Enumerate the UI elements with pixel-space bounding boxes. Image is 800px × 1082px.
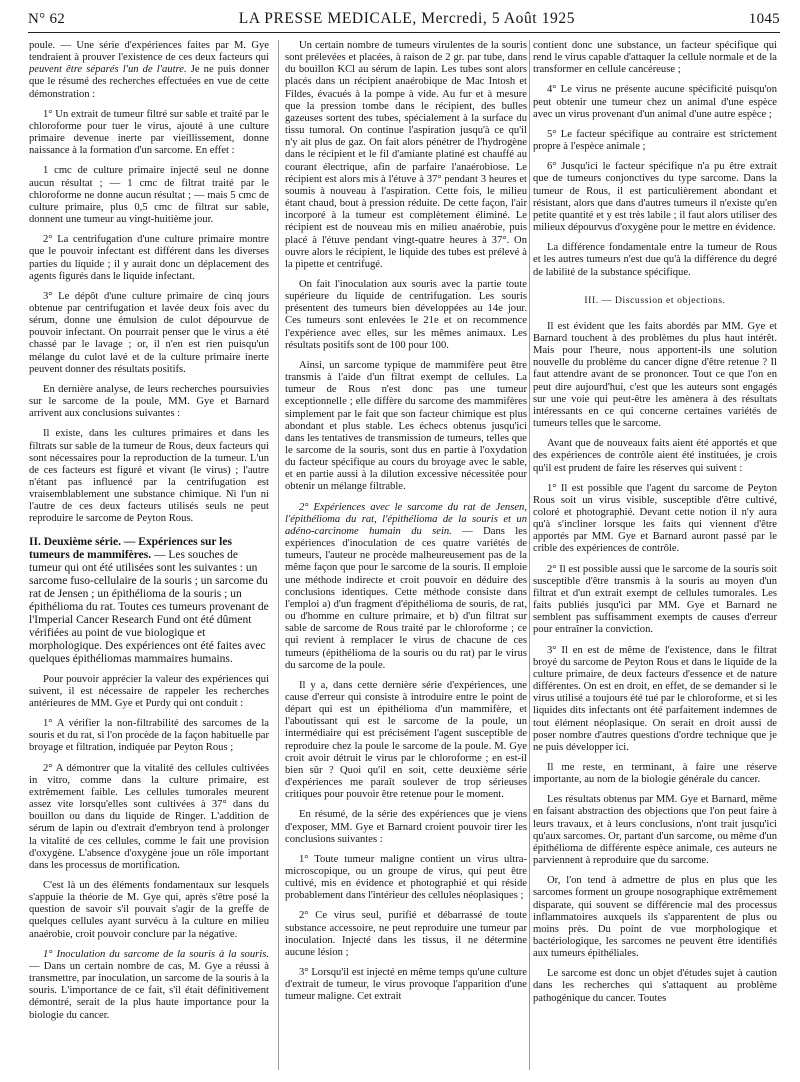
paragraph: Il y a, dans cette dernière série d'expériences, une cause d'erreur qui consiste à introduire entre le point de départ qui est un épithélioma d'un mammifère, et l'aboutissant qui est le sarcome de la poule, un intermédiaire qui est précisément l'agent susceptible de reproduire chez la poule le sarcome de la poule. M. Gye croit avoir détruit le virus par le chloroforme ; en est-il bien sûr ? Quoi qu'il en soit, cette deuxième série d'expériences me paraît soulever de trop sérieuses critiques pour pouvoir être retenue pour le moment.: [285, 679, 527, 801]
paragraph: 3° Il en est de même de l'existence, dans le filtrat broyé du sarcome de Peyton Rous et dans le liquide de la culture primaire, de deux facteurs d'essence et de nature différentes. On est en droit, en effet, de se demander si le virus utilisé a toujours été tué par le chloroforme, et si les liquides dits infectants ont été parfaitement indemnes de tout élément néoplasique. On serait en droit aussi de poser nombre d'autres questions d'ordre technique que je ne puis développer ici.: [533, 644, 777, 753]
paragraph: En résumé, de la série des expériences que je viens d'exposer, MM. Gye et Barnard croient pouvoir tirer les conclusions suivantes :: [285, 809, 527, 845]
paragraph: 1° Inoculation du sarcome de la souris à la souris. — Dans un certain nombre de cas, M. Gye a réussi à transmettre, par inoculation, un sarcome de la souris à la souris. L'importance de ce fait, s'il était définitivement démontré, serait de la plus haute importance pour la biologie du cancer.: [29, 948, 269, 1021]
paragraph: Avant que de nouveaux faits aient été apportés et que des expériences de contrôle aient été instituées, je crois qu'il est prudent de faire les réserves qui suivent :: [533, 438, 777, 474]
column-rule: [278, 40, 279, 1070]
paragraph: 2° Il est possible aussi que le sarcome de la souris soit susceptible d'être transmis à la souris au moyen d'un filtrat et d'un extrait exempt de cellules tumorales. Les faits publiés jusqu'ici par MM. Gye et Barnard ne semblent pas suffisamment exempts de causes d'erreur pour entraîner la conviction.: [533, 563, 777, 636]
issue-number: N° 62: [28, 10, 66, 27]
column-3: [533, 40, 777, 1070]
journal-title: LA PRESSE MEDICALE, Mercredi, 5 Août 1925: [238, 10, 576, 27]
paragraph: 2° Expériences avec le sarcome du rat de Jensen, l'épithélioma du rat, l'épithélioma de la souris et un adéno-carcinome humain du sein. — Dans les expériences d'inoculation de ces quatre variétés de tumeurs, l'auteur ne procède malheureusement pas de la même façon que pour le sarcome de la souris. Il emploie une méthode indirecte et croit pouvoir en déduire des conclusions identiques. Cette méthode consiste dans l'emploi a) d'un fragment d'épithélioma de souris, de rat, ou d'homme en culture primaire, et b) d'un filtrat sur sable de sarcome de Rous traité par le chloroforme ; ce qui revient à remplacer le virus de chacune de ces tumeurs (épithélioma de la souris ou du rat) par le virus du sarcome de la poule.: [285, 501, 527, 671]
column-2: [285, 40, 527, 1075]
paragraph: 2° A démontrer que la vitalité des cellules cultivées in vitro, comme dans la culture primaire, est extrêmement faible. Les cellules tumorales meurent assez vite lorsqu'elles sont cultivées à 37° dans du bouillon ou dans du liquide de Ringer. L'addition de sérum de lapin ou d'extrait d'embryon tend à prolonger la vitalité de ces cellules, comme le fait une provision d'oxygène. L'absence d'oxygène joue un rôle important dans les processus de mortification.: [29, 762, 269, 871]
paragraph: 1° Un extrait de tumeur filtré sur sable et traité par le chloroforme pour tuer le virus, ajouté à une culture primaire devenue inerte par vieillissement, donne naissance à la formation d'un sarcome. En effet :: [29, 108, 269, 157]
paragraph: En dernière analyse, de leurs recherches poursuivies sur le sarcome de la poule, MM. Gye et Barnard arrivent aux conclusions suivantes :: [29, 383, 269, 420]
paragraph: C'est là un des éléments fondamentaux sur lesquels s'appuie la théorie de M. Gye qui, après s'être posé la question de savoir s'il pouvait s'agir de la greffe de quelques cellules ayant survécu à la culture en milieu anaérobie, croit pouvoir conclure par la négative.: [29, 879, 269, 940]
paragraph: 2° Ce virus seul, purifié et débarrassé de toute substance accessoire, ne peut reproduire une tumeur par inoculation. Injecté dans les tissus, il ne détermine aucune lésion ;: [285, 910, 527, 958]
column-rule: [529, 40, 530, 1070]
paragraph: Le sarcome est donc un objet d'études sujet à caution dans les recherches qui s'attaquent au problème pathogénique du cancer. Toutes: [533, 968, 777, 1004]
paragraph: Il est évident que les faits abordés par MM. Gye et Barnard touchent à des problèmes du plus haut intérêt. Mais pour l'heure, nous apportent-ils une solution nouvelle du problème du cancer digne d'être retenue ? Il faut attendre avant de se prononcer. Tout ce que l'on en peut dire aujourd'hui, c'est que les auteurs sont engagés sur une voie qui peut-être les amènera à des résultats intéressants en ce qui concerne certaines variétés de tumeurs telles que le sarcome.: [533, 320, 777, 430]
paragraph: 2° La centrifugation d'une culture primaire montre que le pouvoir infectant est différent dans les diverses parties du liquide ; il y aurait donc un déplacement des agents figurés dans le liquide infectant.: [29, 234, 269, 282]
column-1: [29, 40, 269, 1070]
paragraph: 1° A vérifier la non-filtrabilité des sarcomes de la souris et du rat, si l'on procède de la façon habituelle par broyage et filtration, indiquée par Peyton Rous ;: [29, 718, 269, 754]
paragraph: La différence fondamentale entre la tumeur de Rous et les autres tumeurs n'est due qu'à la différence du degré de labilité de la substance spécifique.: [533, 242, 777, 278]
paragraph: 1° Il est possible que l'agent du sarcome de Peyton Rous soit un virus visible, susceptible d'être cultivé, coloré et photographié. Devant cette notion il n'y aura qu'à s'incliner lorsque les faits qui viennent d'être apportés par MM. Gye et Barnard auront passé par le crible des expériences de contrôle.: [533, 482, 777, 555]
section-heading: III. — Discussion et objections.: [584, 294, 726, 306]
page-number: 1045: [748, 10, 780, 27]
paragraph: Il existe, dans les cultures primaires et dans les filtrats sur sable de la tumeur de Rous, deux facteurs qui sont nécessaires pour la reproduction de la tumeur. L'un de ces facteurs est figuré et vivant (le virus) ; l'autre n'étant pas influencé par la centrifugation est vraisemblablement une substance chimique. Ni l'un ni l'autre de ces deux facteurs utilisés seuls ne peut reproduire le sarcome de Peyton Rous.: [29, 428, 269, 525]
section-heading: II. Deuxième série. — Expériences sur les tumeurs de mammifères. — Les souches de tumeur qui ont été utilisées sont les suivantes : un sarcome fuso-cellulaire de la souris ; un sarcome du rat de Jensen ; un épithélioma de la souris ; un épithélioma du rat. Toutes ces tumeurs provenant de l'Imperial Cancer Research Fund ont été dûment vérifiées au point de vue biologique et morphologique. Des expériences ont été faites avec quelques épithéliomas mammaires humains.: [29, 535, 269, 665]
paragraph: contient donc une substance, un facteur spécifique qui rend le virus capable d'attaquer la cellule normale et de la transformer en cellule cancéreuse ;: [533, 40, 777, 76]
paragraph: Pour pouvoir apprécier la valeur des expériences qui suivent, il est nécessaire de rappeler les recherches antérieures de MM. Gye et Purdy qui ont conduit :: [29, 673, 269, 709]
paragraph: Or, l'on tend à admettre de plus en plus que les sarcomes forment un groupe nosographique extrêmement disparate, qui souvent se différencie mal des processus inflammatoires auxquels ils s'apparentent de plus ou moins près. Du point de vue morphologique et bactériologique, les sarcomes ne peuvent être identifiés aux tumeurs épithéliales.: [533, 875, 777, 960]
paragraph: 5° Le facteur spécifique au contraire est strictement propre à l'espèce animale ;: [533, 128, 777, 153]
paragraph: poule. — Une série d'expériences faites par M. Gye tendraient à prouver l'existence de ces deux facteurs qui peuvent être séparés l'un de l'autre. Je ne puis donner que le résumé des recherches effectuées en vue de cette démonstration :: [29, 40, 269, 100]
paragraph: Les résultats obtenus par MM. Gye et Barnard, même en faisant abstraction des objections que l'on peut faire à leurs travaux, et à leurs conclusions, n'ont trait jusqu'ici qu'aux sarcomes. Or, partant d'un sarcome, ou même d'un épithélioma de différente espèce animale, ces auteurs ne parviennent à reproduire que du sarcome.: [533, 794, 777, 867]
paragraph: 4° Le virus ne présente aucune spécificité puisqu'on peut obtenir une tumeur chez un animal d'une espèce avec un virus provenant d'un animal d'une autre espèce ;: [533, 84, 777, 120]
paragraph: Un certain nombre de tumeurs virulentes de la souris sont prélevées et placées, à raison de 2 gr. par tube, dans du bouillon KCl au sérum de lapin. Les tubes sont alors placés dans un récipient anaérobique de Mac Intosh et Fildes, évacués à la pompe à vide. Au fur et à mesure que la pression tombe dans le récipient, des bulles gazeuses sortent des tubes, spécialement à la surface du tissu tumoral. On continue l'aspiration jusqu'à ce qu'il n'y ait plus de gaz. On fait alors pénétrer de l'hydrogène dans le récipient et le fil d'amiante platiné est chauffé au courant électrique, afin de parfaire l'anaérobiose. Le récipient est alors mis à l'étuve à 37° pendant 3 heures et soumis à nouveau à l'aspiration. Cette fois, le milieu étant chaud, bout à pression réduite. De cette façon, l'air incorporé à la tumeur est complètement éliminé. Le récipient est de nouveau mis en milieu anaérobie, puis placé à l'étuve pendant vingt-quatre heures à 37°. On ouvre alors le récipient, le liquide des tubes est prélevé à la pipette et centrifugé.: [285, 40, 527, 270]
paragraph: 3° Lorsqu'il est injecté en même temps qu'une culture d'extrait de tumeur, le virus provoque l'apparition d'une tumeur maligne. Cet extrait: [285, 967, 527, 1003]
paragraph: 1 cmc de culture primaire injecté seul ne donne aucun résultat ; — 1 cmc de filtrat traité par le chloroforme ne donne aucun résultat ; — mais 5 cmc de culture primaire, plus 0,5 cmc de filtrat sur sable, donnent une tumeur au vingt-huitième jour.: [29, 165, 269, 226]
paragraph: 3° Le dépôt d'une culture primaire de cinq jours obtenue par centrifugation et lavée deux fois avec du sérum, donne une émulsion de culot dépourvue de pouvoir infectant. On pourrait penser que le virus a été chassé par le lavage ; or, il n'en est rien puisqu'un mélange du culot lavé et de la culture primaire inerte peuvent donner des résultats positifs.: [29, 290, 269, 375]
paragraph: 1° Toute tumeur maligne contient un virus ultra-microscopique, ou un groupe de virus, qui peut être cultivé, mis en évidence et photographié et qui réside probablement dans l'intérieur des cellules néoplasiques ;: [285, 853, 527, 902]
paragraph: Ainsi, un sarcome typique de mammifère peut être transmis à l'aide d'un filtrat exempt de cellules. La tumeur de Rous n'est donc pas une tumeur exceptionnelle ; elle diffère du sarcome des mammifères simplement par le fait que son facteur chimique est plus abondant et plus stable. Les échecs obtenus jusqu'ici dans les tentatives de transmission de tumeurs, telles que le sarcome de la souris, sont dus en partie à l'oxydation du facteur spécifique au cours du broyage avec le sable, et en partie aussi à la dilution excessive nécessitée pour obtenir un mélange filtrable.: [285, 359, 527, 493]
paragraph: 6° Jusqu'ici le facteur spécifique n'a pu être extrait que de tumeurs conjonctives du type sarcome. Dans la tumeur de Rous, il est particulièrement abondant et résistant, alors que dans d'autres tumeurs il n'existe qu'en petite quantité et y est très labile ; il faut alors utiliser des milieux dépourvus d'oxygène pour le mettre en évidence.: [533, 161, 777, 234]
paragraph: On fait l'inoculation aux souris avec la partie toute supérieure du liquide de centrifugation. Les souris présentent des tumeurs bien développées au 14e jour. Ces tumeurs sont enlevées le 21e et on recommence l'expérience avec elles, sur les mêmes animaux. Les résultats positifs sont de 100 pour 100.: [285, 278, 527, 351]
page-header: [28, 6, 780, 33]
paragraph: Il me reste, en terminant, à faire une réserve importante, au nom de la biologie générale du cancer.: [533, 761, 777, 786]
